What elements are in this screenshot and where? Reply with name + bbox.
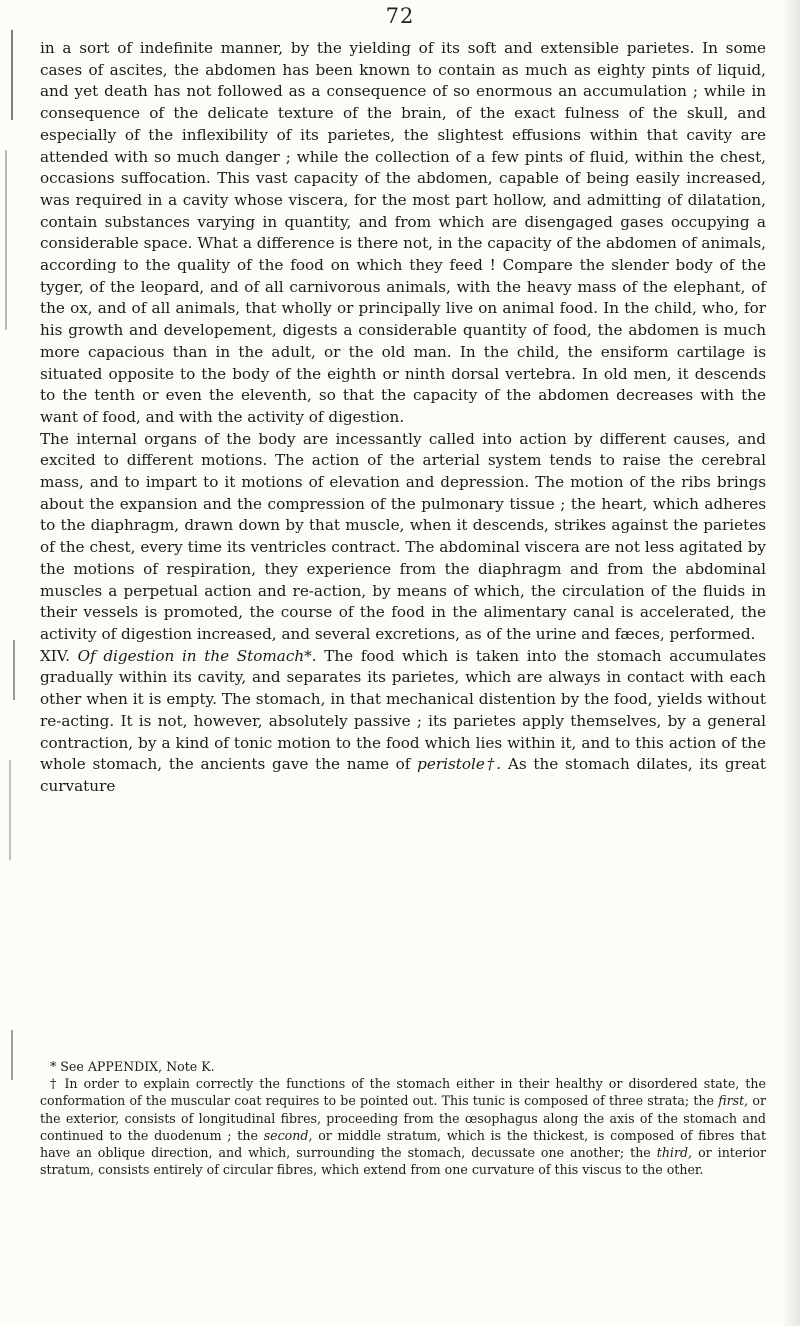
page-edge-shadow [782,0,800,1326]
binding-marks-graphic [0,0,22,1326]
paragraph-digestion-in-stomach [40,646,766,798]
paragraph-text: The food which is taken into the stomach accumulates gradually within its cavity, and separates its parietes, which are always in contact with each other when it is empty. The stomach, in that mechanical distention by the food, yields without re-acting. It is not, however, absolutely passive ; its parietes apply themselves, by a general contraction, by a kind of tonic motion to the food which lies within it, and to this action of the whole stomach, the ancients gave the name of [40,646,767,774]
footnote-italic-second: second, [263,1127,313,1143]
footnote-italic-first: first, [718,1093,749,1109]
italic-term-peristole: peristole†. [417,755,502,774]
footnote-text-3: or middle stratum, which is the thickest, is composed of fibres that have an oblique direction, and which, surrounding the stomach, decussate one another; the [40,1127,767,1161]
footnote-muscular-coat [40,1075,766,1178]
footnote-text-4: or interior stratum, consists entirely of circular fibres, which extend from one curvature of this viscus to the other. [40,1145,766,1178]
binding-edge [0,0,22,1326]
main-text [40,38,766,798]
footnote-appendix: * See APPENDIX, Note K. [50,1059,215,1074]
footnote-text-2: or the exterior, consists of longitudinal fibres, proceeding from the œsophagus along the axis of the stomach and continued to the duodenum ; the [40,1093,766,1143]
paragraph-text-end: As the stomach dilates, its great curvature [40,755,767,795]
footnotes [40,1058,766,1178]
paragraph-internal-organs: The internal organs of the body are incessantly called into action by different causes, and excited to different motions. The action of the arterial system tends to raise the cerebral mass, and to impart to it motions of elevation and depression. The motion of the ribs brings about the expansion and the compression of the pulmonary tissue ; the heart, which adheres to the diaphragm, drawn down by that muscle, when it descends, strikes against the parietes of the chest, every time its ventricles contract. The abdominal viscera are not less agitated by the motions of respiration, they experience from the diaphragm and from the abdominal muscles a perpetual action and re-action, by means of which, the circulation of the fluids in their vessels is promoted, the course of the food in the alimentary canal is accelerated, the activity of digestion increased, and several excretions, as of the urine and fæces, performed. [40,429,766,643]
footnote-italic-third: third, [656,1145,693,1161]
section-title: Of digestion in the Stomach*. [77,646,317,665]
footnote-text-1: † In order to explain correctly the functions of the stomach either in their healthy or disordered state, the conformation of the muscular coat requires to be pointed out. This tunic is composed of three strata; the [40,1076,766,1109]
page-number: 72 [385,4,415,28]
paragraph-capacity-of-abdomen: in a sort of indefinite manner, by the yielding of its soft and extensible parietes. In some cases of ascites, the abdomen has been known to contain as much as eighty pints of liquid, and yet death has not followed as a consequence of so enormous an accumulation ; while in consequence of the delicate texture of the brain, of the exact fulness of the skull, and especially of the inflexibility of its parietes, the slightest effusions within that cavity are attended with so much danger ; while the collection of a few pints of fluid, within the chest, occasions suffocation. This vast capacity of the abdomen, capable of being easily increased, was required in a cavity whose viscera, for the most part hollow, and admitting of dilatation, contain substances varying in quantity, and from which are disengaged gases occupying a considerable space. What a difference is there not, in the capacity of the abdomen of animals, according to the quality of the food on which they feed ! Compare the slender body of the tyger, of the leopard, and of all carnivorous animals, with the heavy mass of the elephant, of the ox, and of all animals, that wholly or principally live on animal food. In the child, who, for his growth and developement, digests a considerable quantity of food, the abdomen is much more capacious than in the adult, or the old man. In the child, the ensiform cartilage is situated opposite to the body of the eighth or ninth dorsal vertebra. In old men, it descends to the tenth or even the eleventh, so that the capacity of the abdomen decreases with the want of food, and with the activity of digestion. [40,39,766,426]
section-number: XIV. [40,646,70,665]
